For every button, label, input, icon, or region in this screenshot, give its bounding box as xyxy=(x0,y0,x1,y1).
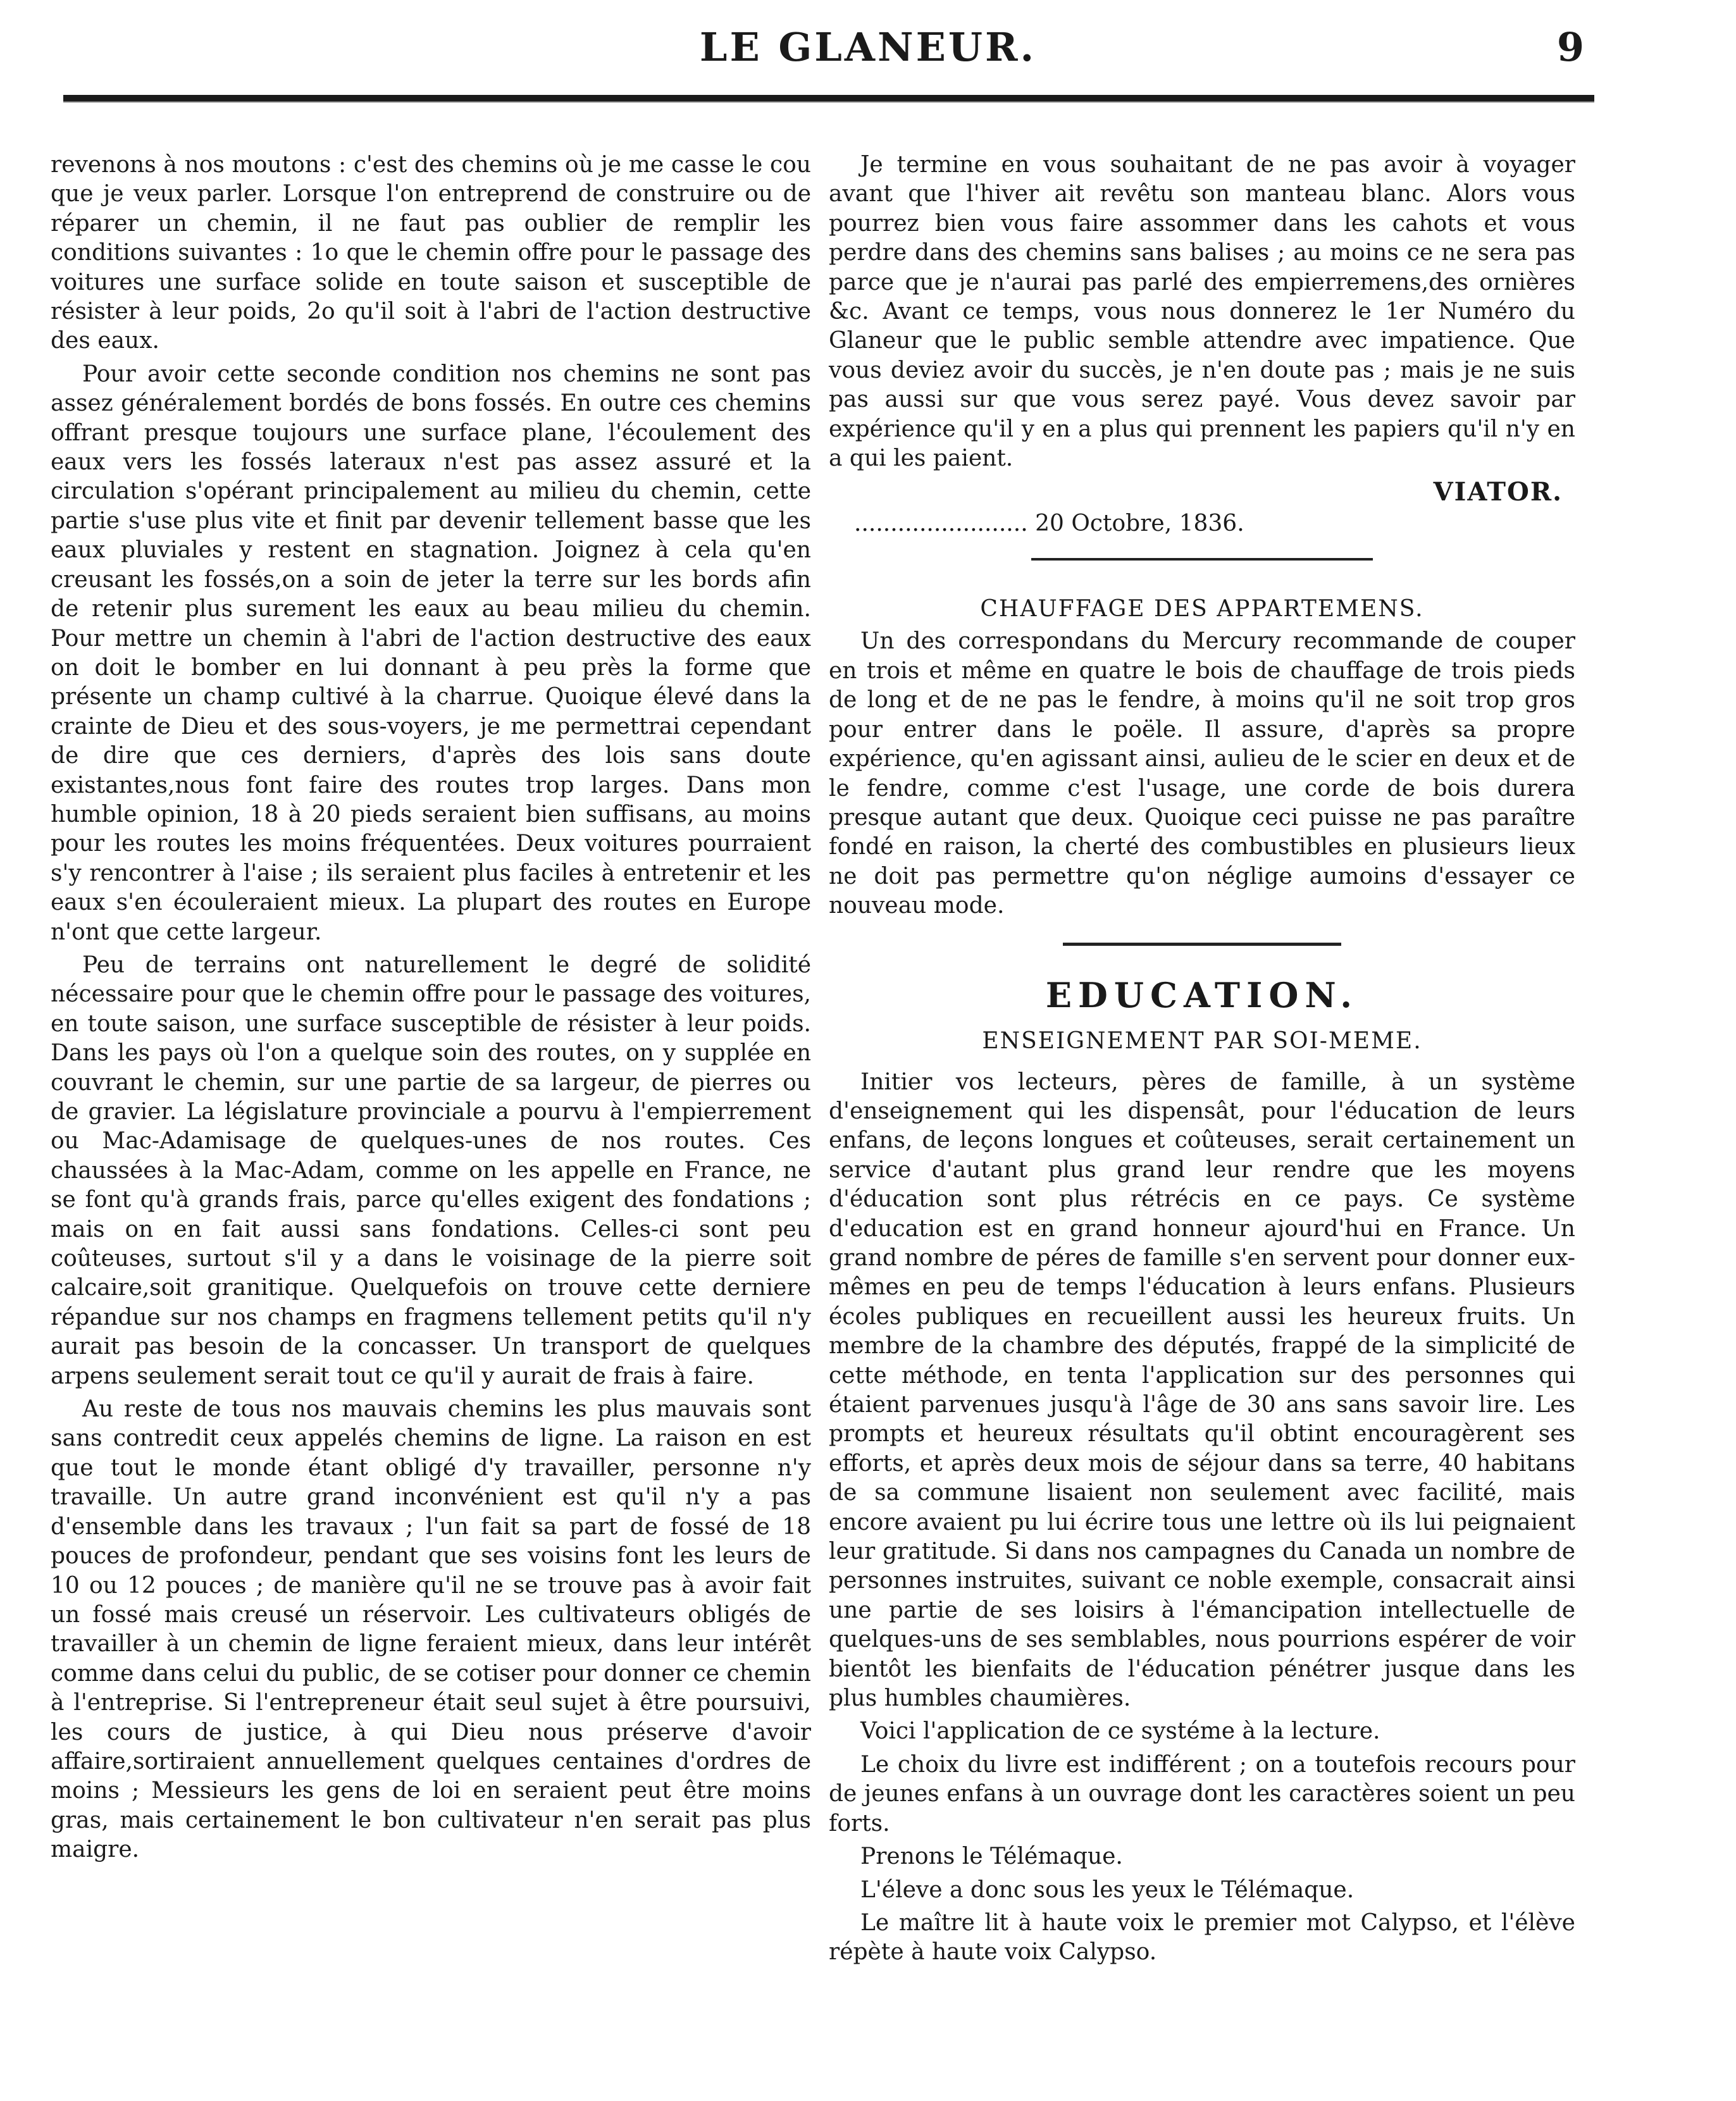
letter-signature: VIATOR. xyxy=(1433,477,1563,507)
masthead-title: LE GLANEUR. xyxy=(699,24,1037,70)
education-heading: EDUCATION. xyxy=(1045,974,1359,1015)
left-column xyxy=(51,151,811,1869)
right-column xyxy=(829,151,1575,1971)
education-paragraph-1: Initier vos lecteurs, pères de famille, à un système d'enseignement qui les dispensât, pour l'éducation de leurs enfans, de leçons longues et coûteuses, serait certainement un service d'autant plus grand leur rendre que les moyens d'éducation sont plus rétrécis en ce pays. Ce système d'education est en grand honneur ajourd'hui en France. Un grand nombre de péres de famille s'en servent pour donner eux-mêmes en peu de temps l'éducation à leurs enfans. Plusieurs écoles publiques en recueillent aussi les heureux fruits. Un membre de la chambre des députés, frappé de la simplicité de cette méthode, en tenta l'application sur des personnes qui étaient parvenues jusqu'à l'âge de 30 ans sans savoir lire. Les prompts et heureux résultats qu'il obtint encouragèrent ses efforts, et après deux mois de séjour dans sa terre, 40 habitans de sa commune lisaient non seulement avec facilité, mais encore avaient pu lui écrire tous une lettre où ils lui peignaient leur gratitude. Si dans nos campagnes du Canada un nombre de personnes instruites, suivant ce noble exemple, consacrait ainsi une partie de ses loisirs à l'émancipation intellectuelle de quelques-uns de ses semblables, nous pourrions espérer de voir bientôt les bienfaits de l'éducation pénétrer jusque dans les plus humbles chaumières. xyxy=(829,1069,1575,1712)
letter-closing-paragraph: Je termine en vous souhaitant de ne pas avoir à voyager avant que l'hiver ait revêtu son manteau blanc. Alors vous pourrez bien vous faire assommer dans les cahots et vous perdre dans des chemins sans balises ; au moins ce ne sera pas parce que je n'aurai pas parlé des empierremens,des ornières &c. Avant ce temps, vous nous donnerez le 1er Numéro du Glaneur que le public semble attendre avec impatience. Que vous deviez avoir du succès, je n'en doute pas ; mais je ne suis pas aussi sur que vous serez payé. Vous devez savoir par expérience qu'il y en a plus qui prennent les papiers qu'il n'y en a qui les paient. xyxy=(829,152,1575,472)
section-divider xyxy=(1031,558,1373,561)
letter-dateline: ........................ 20 Octobre, 1836. xyxy=(854,511,1244,537)
roads-paragraph-4: Au reste de tous nos mauvais chemins les plus mauvais sont sans contredit ceux appelés chemins de ligne. La raison en est que tout le monde étant obligé d'y travailler, personne n'y travaille. Un autre grand inconvénient est qu'il n'y a pas d'ensemble dans les travaux ; l'un fait sa part de fossé de 18 pouces de profondeur, pendant que ses voisins font les leurs de 10 ou 12 pouces ; de manière qu'il ne se trouve pas à avoir fait un fossé mais creusé un réservoir. Les cultivateurs obligés de travailler à un chemin de ligne feraient mieux, dans leur intérêt comme dans celui du public, de se cotiser pour donner ce chemin à l'entreprise. Si l'entrepreneur était seul sujet à être poursuivi, les cours de justice, à qui Dieu nous préserve d'avoir affaire,sortiraient annuellement quelques centaines d'ordres de moins ; Messieurs les gens de loi en seraient peut être moins gras, mais certainement le bon cultivateur n'en serait pas plus maigre. xyxy=(51,1396,811,1863)
heating-paragraph: Un des correspondans du Mercury recommande de couper en trois et même en quatre le bois de chauffage de trois pieds de long et de ne pas le fendre, à moins qu'il ne soit trop gros pour entrer dans le poële. Il assure, d'après sa propre expérience, qu'en agissant ainsi, aulieu de le scier en deux et de le fendre, comme c'est l'usage, une corde de bois durera presque autant que deux. Quoique ceci puisse ne pas paraître fondé en raison, la cherté des combustibles en plusieurs lieux ne doit pas permettre qu'on néglige aumoins d'essayer ce nouveau mode. xyxy=(829,628,1575,919)
masthead-rule xyxy=(63,95,1594,102)
education-subheading: ENSEIGNEMENT PAR SOI-MEME. xyxy=(982,1027,1422,1054)
section-divider-ornament xyxy=(1063,943,1341,946)
roads-paragraph-1: revenons à nos moutons : c'est des chemins où je me casse le cou que je veux parler. Lorsque l'on entreprend de construire ou de réparer un chemin, il ne faut pas oublier de remplir les conditions suivantes : 1o que le chemin offre pour le passage des voitures une surface solide en toute saison et susceptible de résister à leur poids, 2o qu'il soit à l'abri de l'action destructive des eaux. xyxy=(51,152,811,354)
education-paragraph-3: Le choix du livre est indifférent ; on a toutefois recours pour de jeunes enfans à un ouvrage dont les caractères soient un peu forts. xyxy=(829,1751,1575,1837)
heating-heading: CHAUFFAGE DES APPARTEMENS. xyxy=(980,596,1424,623)
education-paragraph-2: Voici l'application de ce systéme à la lecture. xyxy=(860,1718,1380,1745)
education-paragraph-6: Le maître lit à haute voix le premier mot Calypso, et l'élève répète à haute voix Calypso. xyxy=(829,1909,1575,1966)
roads-paragraph-2: Pour avoir cette seconde condition nos chemins ne sont pas assez généralement bordés de bons fossés. En outre ces chemins offrant presque toujours une surface plane, l'écoulement des eaux vers les fossés lateraux n'est pas assez assuré et la circulation s'opérant principalement au milieu du chemin, cette partie s'use plus vite et finit par devenir tellement basse que les eaux pluviales y restent en stagnation. Joignez à cela qu'en creusant les fossés,on a soin de jeter la terre sur les bords afin de retenir plus surement les eaux au beau milieu du chemin. Pour mettre un chemin à l'abri de l'action destructive des eaux on doit le bomber en lui donnant à peu près la forme que présente un champ cultivé à la charrue. Quoique élevé dans la crainte de Dieu et des sous-voyers, je me permettrai cependant de dire que ces derniers, d'après des lois sans doute existantes,nous font faire des routes trop larges. Dans mon humble opinion, 18 à 20 pieds seraient bien suffisans, au moins pour les routes les moins fréquentées. Deux voitures pourraient s'y rencontrer à l'aise ; ils seraient plus faciles à entretenir et les eaux s'en écouleraient mieux. La plupart des routes en Europe n'ont que cette largeur. xyxy=(51,361,811,945)
education-paragraph-5: L'éleve a donc sous les yeux le Télémaque. xyxy=(860,1876,1355,1903)
education-paragraph-4: Prenons le Télémaque. xyxy=(860,1844,1123,1870)
roads-paragraph-3: Peu de terrains ont naturellement le degré de solidité nécessaire pour que le chemin offre pour le passage des voitures, en toute saison, une surface susceptible de résister à leur poids. Dans les pays où l'on a quelque soin des routes, on y supplée en couvrant le chemin, sur une partie de sa largeur, de pierres ou de gravier. La législature provinciale a pourvu à l'empierrement ou Mac-Adamisage de quelques-unes de nos routes. Ces chaussées à la Mac-Adam, comme on les appelle en France, ne se font qu'à grands frais, parce qu'elles exigent des fondations ; mais on en fait aussi sans fondations. Celles-ci sont peu coûteuses, surtout s'il y a dans le voisinage de la pierre soit calcaire,soit granitique. Quelquefois on trouve cette derniere répandue sur nos champs en fragmens tellement petits qu'il n'y aurait pas besoin de la concasser. Un transport de quelques arpens seulement serait tout ce qu'il y aurait de frais à faire. xyxy=(51,951,811,1389)
page-number: 9 xyxy=(1556,24,1584,70)
